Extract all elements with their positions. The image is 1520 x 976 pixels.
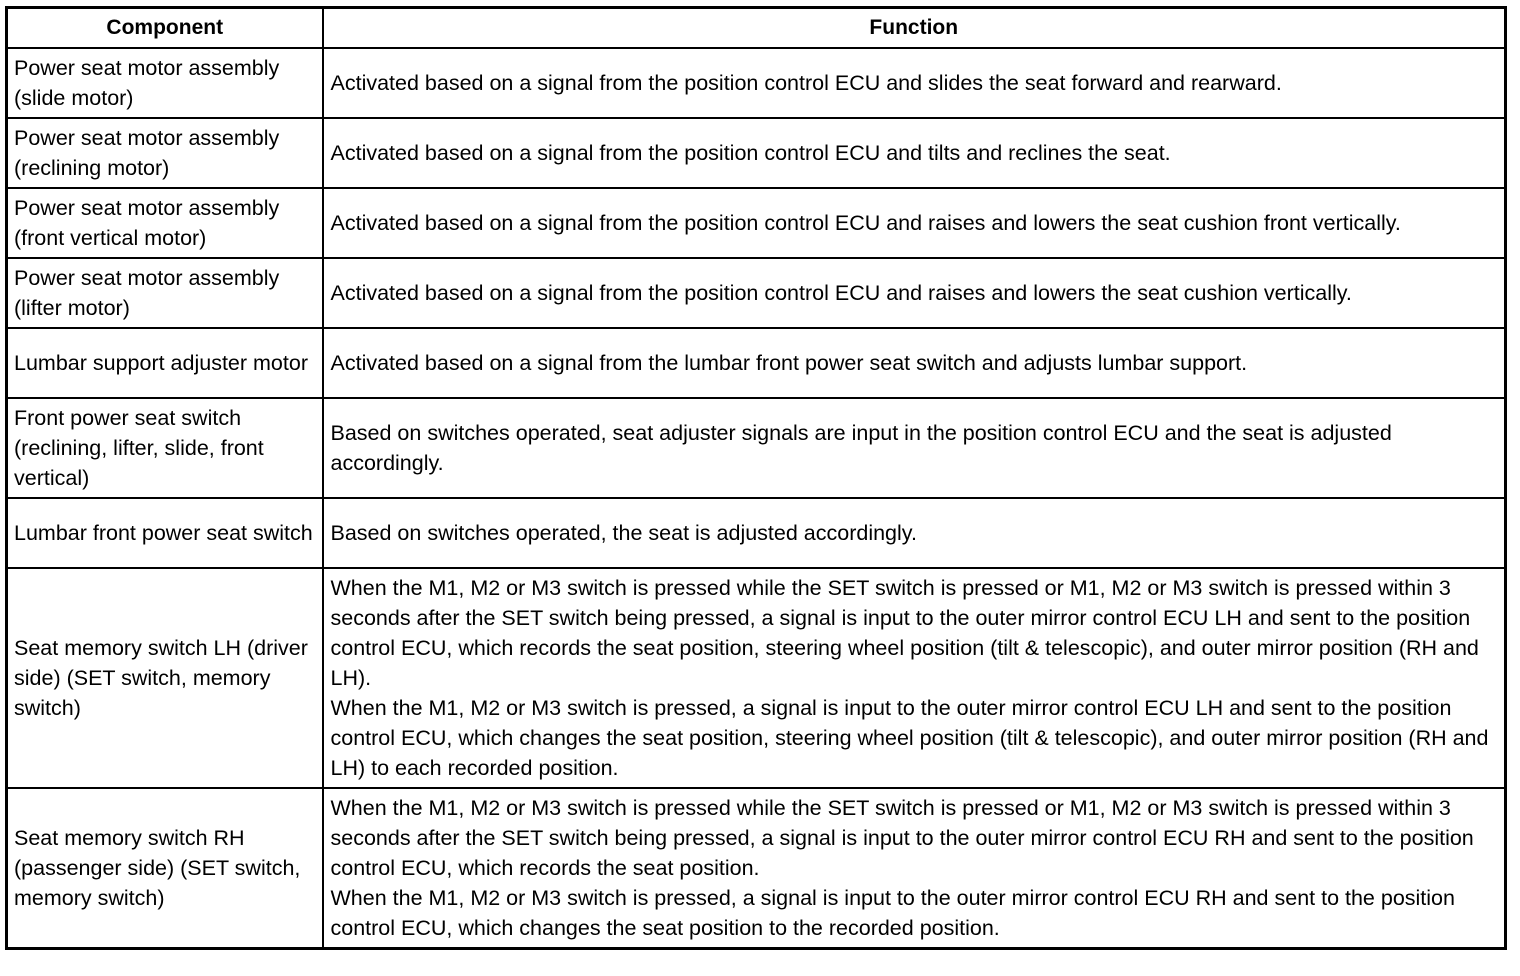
table-row xyxy=(7,328,1506,398)
function-text: Activated based on a signal from the position control ECU and slides the seat forward and rearward. xyxy=(330,71,1282,95)
component-cell: Power seat motor assembly (lifter motor) xyxy=(7,258,323,328)
component-cell: Seat memory switch RH (passenger side) (SET switch, memory switch) xyxy=(7,788,323,949)
table-row xyxy=(7,258,1506,328)
component-cell: Power seat motor assembly (reclining motor) xyxy=(7,118,323,188)
function-text: Based on switches operated, seat adjuster signals are input in the position control ECU and the seat is adjusted accordingly. xyxy=(330,421,1392,475)
component-cell: Power seat motor assembly (slide motor) xyxy=(7,48,323,118)
table-row xyxy=(7,398,1506,498)
function-cell xyxy=(323,48,1506,118)
component-cell: Power seat motor assembly (front vertical motor) xyxy=(7,188,323,258)
function-text: Activated based on a signal from the position control ECU and raises and lowers the seat cushion vertically. xyxy=(330,281,1352,305)
header-function: Function xyxy=(323,8,1506,49)
function-cell xyxy=(323,788,1506,949)
table-row xyxy=(7,568,1506,788)
function-text: When the M1, M2 or M3 switch is pressed, a signal is input to the outer mirror control ECU RH and sent to the position control ECU, which changes the seat position to the recorded position. xyxy=(330,886,1455,940)
table-row xyxy=(7,188,1506,258)
function-text: Activated based on a signal from the position control ECU and tilts and reclines the seat. xyxy=(330,141,1171,165)
function-text: When the M1, M2 or M3 switch is pressed while the SET switch is pressed or M1, M2 or M3 switch is pressed within 3 seconds after the SET switch being pressed, a signal is input to the outer mirror control ECU LH and sent to the position control ECU, which records the seat position, steering wheel position (tilt & telescopic), and outer mirror position (RH and LH). xyxy=(330,576,1479,690)
table-row xyxy=(7,48,1506,118)
function-text: Activated based on a signal from the lumbar front power seat switch and adjusts lumbar support. xyxy=(330,351,1248,375)
function-text: Based on switches operated, the seat is adjusted accordingly. xyxy=(330,521,917,545)
function-text: When the M1, M2 or M3 switch is pressed, a signal is input to the outer mirror control ECU LH and sent to the position control ECU, which changes the seat position, steering wheel position (tilt & telescopic), and outer mirror position (RH and LH) to each recorded position. xyxy=(330,696,1489,780)
function-text: When the M1, M2 or M3 switch is pressed while the SET switch is pressed or M1, M2 or M3 switch is pressed within 3 seconds after the SET switch being pressed, a signal is input to the outer mirror control ECU RH and sent to the position control ECU, which records the seat position. xyxy=(330,796,1474,880)
function-cell xyxy=(323,568,1506,788)
header-row xyxy=(7,8,1506,49)
function-text: Activated based on a signal from the position control ECU and raises and lowers the seat cushion front vertically. xyxy=(330,211,1401,235)
table-row xyxy=(7,788,1506,949)
component-cell: Lumbar front power seat switch xyxy=(7,498,323,568)
function-cell xyxy=(323,398,1506,498)
function-cell xyxy=(323,498,1506,568)
function-cell xyxy=(323,118,1506,188)
component-function-table xyxy=(5,6,1507,950)
function-cell xyxy=(323,188,1506,258)
component-cell: Seat memory switch LH (driver side) (SET switch, memory switch) xyxy=(7,568,323,788)
table-row xyxy=(7,118,1506,188)
table-row xyxy=(7,498,1506,568)
component-cell: Front power seat switch (reclining, lifter, slide, front vertical) xyxy=(7,398,323,498)
component-cell: Lumbar support adjuster motor xyxy=(7,328,323,398)
function-cell xyxy=(323,258,1506,328)
function-cell xyxy=(323,328,1506,398)
header-component: Component xyxy=(7,8,323,49)
